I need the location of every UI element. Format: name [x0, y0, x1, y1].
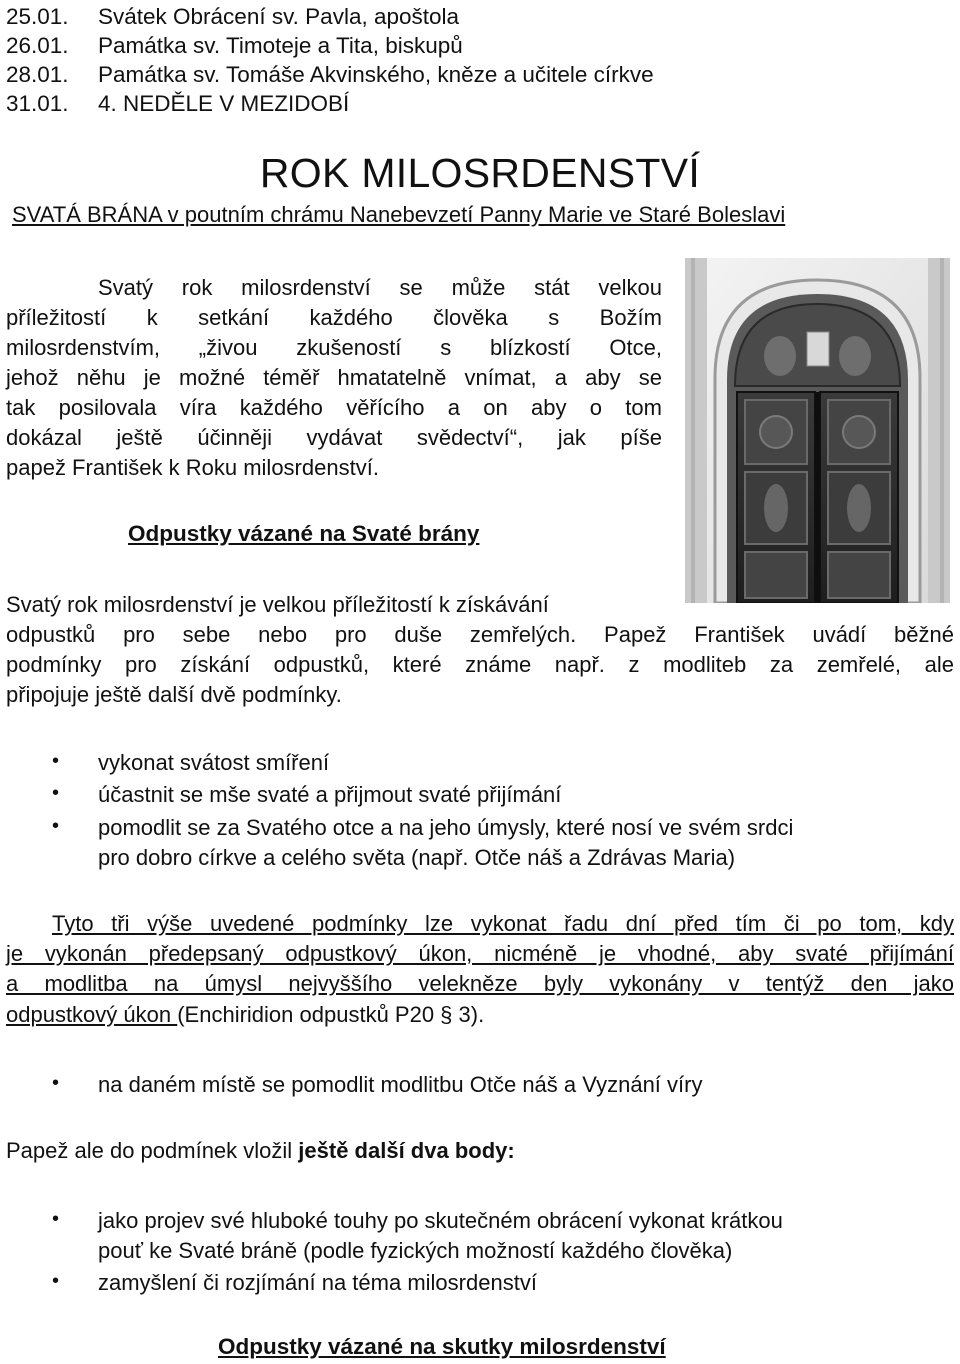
door-illustration [685, 258, 950, 603]
calendar-date: 26.01. [6, 33, 69, 58]
paragraph-line: papež František k Roku milosrdenství. [6, 455, 379, 480]
bullet-icon: • [52, 1208, 60, 1230]
paragraph-line: dokázal ještě účinněji vydávat svědectví“, jak píše [6, 425, 662, 450]
paragraph-line [6, 1000, 954, 1030]
section-heading-holy-doors: Odpustky vázané na Svaté brány [128, 521, 480, 546]
calendar-text: Památka sv. Tomáše Akvinského, kněze a učitele církve [98, 62, 654, 87]
bullet-icon: • [52, 815, 60, 837]
calendar-entry [6, 31, 463, 61]
pope-added-prefix: Papež ale do podmínek vložil [6, 1138, 299, 1163]
list-item: účastnit se mše svaté a přijmout svaté přijímání [98, 782, 562, 807]
calendar-entry [6, 60, 654, 90]
underlined-fragment: odpustkový úkon [6, 1002, 178, 1027]
holy-door-photo [685, 258, 950, 603]
paragraph-line: jehož něhu je možné téměř hmatatelně vnímat, a aby se [6, 365, 662, 390]
list-item-continuation: pro dobro církve a celého světa (např. Otče náš a Zdrávas Maria) [98, 845, 736, 870]
section-heading-works-of-mercy: Odpustky vázané na skutky milosrdenství [218, 1334, 666, 1359]
reference-fragment: (Enchiridion odpustků P20 § 3). [177, 1002, 485, 1027]
paragraph-line: je vykonán předepsaný odpustkový úkon, nicméně je vhodné, aby svaté přijímání [6, 941, 954, 966]
calendar-text: Svátek Obrácení sv. Pavla, apoštola [98, 4, 460, 29]
bullet-icon: • [52, 750, 60, 772]
paragraph-line: připojuje ještě další dvě podmínky. [6, 682, 342, 707]
pope-added-line [6, 1136, 515, 1166]
paragraph-line: Svatý rok milosrdenství je velkou příležitostí k získávání [6, 592, 549, 617]
paragraph-line: tak posilovala víra každého věřícího a on aby o tom [6, 395, 662, 420]
calendar-text: Památka sv. Timoteje a Tita, biskupů [98, 33, 463, 58]
list-item: zamyšlení či rozjímání na téma milosrdenství [98, 1270, 537, 1295]
page-subtitle: SVATÁ BRÁNA v poutním chrámu Nanebevzetí Panny Marie ve Staré Boleslavi [12, 202, 786, 227]
list-item: vykonat svátost smíření [98, 750, 330, 775]
paragraph-line: Svatý rok milosrdenství se může stát velkou [98, 275, 662, 300]
list-item: jako projev své hluboké touhy po skutečném obrácení vykonat krátkou [98, 1208, 783, 1233]
calendar-date: 31.01. [6, 91, 69, 116]
paragraph-line: milosrdenstvím, „živou zkušeností s blízkostí Otce, [6, 335, 662, 360]
paragraph-line: odpustků pro sebe nebo pro duše zemřelých. Papež František uvádí běžné [6, 622, 954, 647]
paragraph-line: Tyto tři výše uvedené podmínky lze vykonat řadu dní před tím či po tom, kdy [52, 911, 954, 936]
page-title: ROK MILOSRDENSTVÍ [259, 150, 701, 196]
bullet-icon: • [52, 782, 60, 804]
list-item: pomodlit se za Svatého otce a na jeho úmysly, které nosí ve svém srdci [98, 815, 794, 840]
bullet-icon: • [52, 1072, 60, 1094]
bullet-icon: • [52, 1270, 60, 1292]
calendar-date: 25.01. [6, 4, 69, 29]
pope-added-bold: ještě další dva body: [298, 1138, 515, 1163]
list-item: na daném místě se pomodlit modlitbu Otče náš a Vyznání víry [98, 1072, 703, 1097]
calendar-entry [6, 89, 349, 119]
calendar-entry [6, 2, 459, 32]
paragraph-line: příležitostí k setkání každého člověka s Božím [6, 305, 662, 330]
paragraph-line: podmínky pro získání odpustků, které známe např. z modliteb za zemřelé, ale [6, 652, 954, 677]
calendar-date: 28.01. [6, 62, 69, 87]
list-item-continuation: pouť ke Svaté bráně (podle fyzických možností každého člověka) [98, 1238, 733, 1263]
paragraph-line: a modlitba na úmysl nejvyššího velekněze byly vykonány v tentýž den jako [6, 971, 954, 996]
calendar-text: 4. NEDĚLE V MEZIDOBÍ [98, 91, 350, 116]
